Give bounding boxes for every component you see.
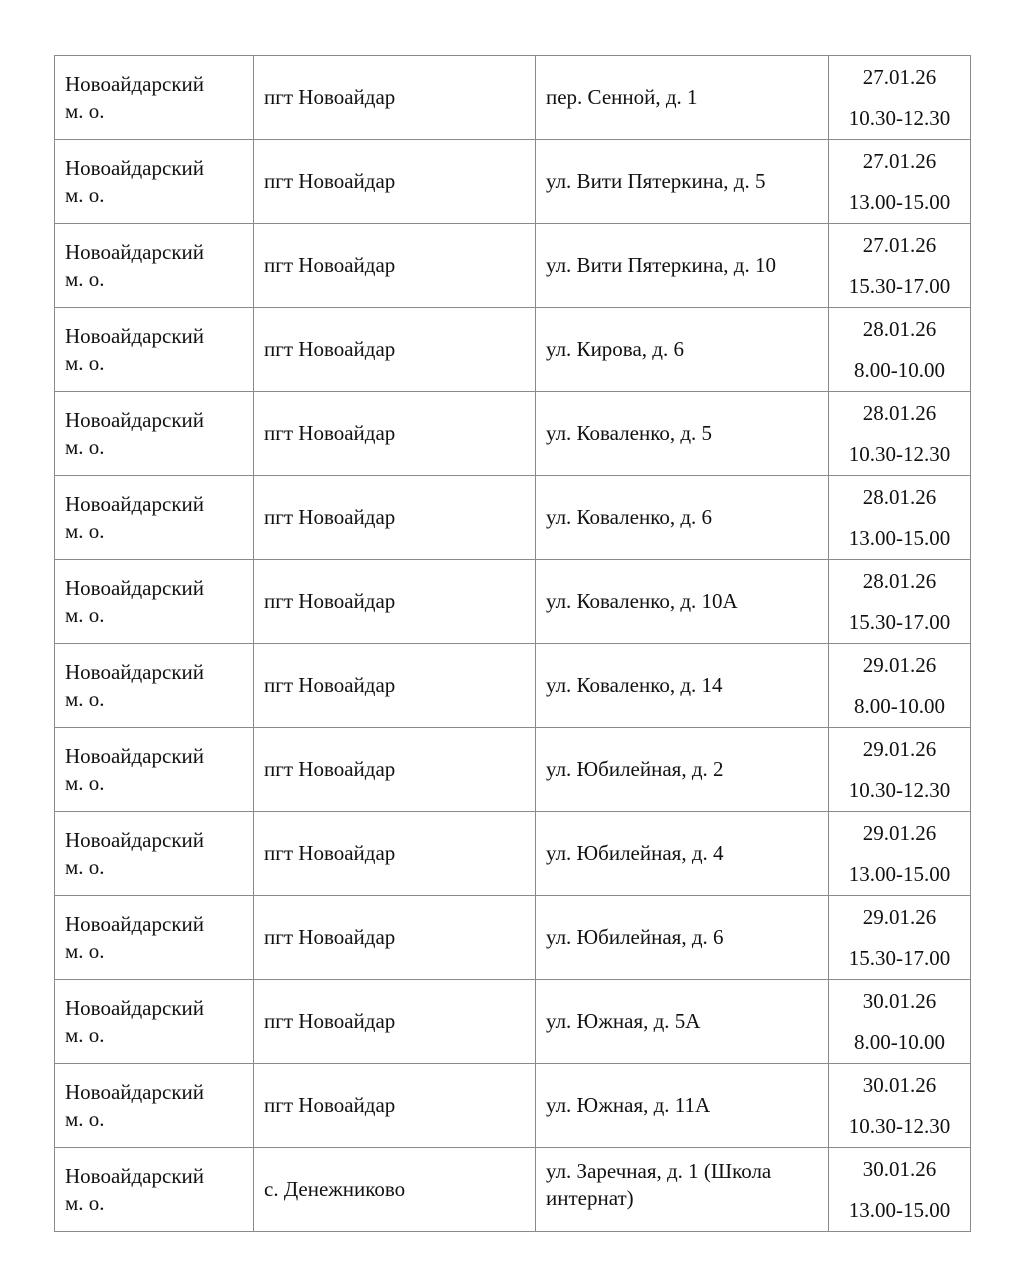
time-text: 10.30-12.30 bbox=[848, 106, 951, 130]
time-text: 8.00-10.00 bbox=[854, 694, 945, 718]
table-row bbox=[55, 56, 971, 140]
datetime-cell bbox=[829, 644, 971, 728]
table-row bbox=[55, 224, 971, 308]
district-name: Новоайдарский bbox=[65, 1079, 205, 1104]
schedule-table bbox=[54, 55, 971, 1232]
address-cell: ул. Коваленко, д. 5 bbox=[536, 392, 829, 476]
date-text: 29.01.26 bbox=[862, 821, 937, 845]
date-text: 30.01.26 bbox=[862, 1157, 937, 1181]
time-text: 15.30-17.00 bbox=[848, 274, 951, 298]
district-cell bbox=[55, 1064, 254, 1148]
address-cell: ул. Вити Пятеркина, д. 5 bbox=[536, 140, 829, 224]
datetime-cell bbox=[829, 56, 971, 140]
settlement-cell: пгт Новоайдар bbox=[254, 140, 536, 224]
district-name: Новоайдарский bbox=[65, 71, 205, 96]
address-cell: ул. Заречная, д. 1 (Школа интернат) bbox=[536, 1148, 829, 1232]
time-text: 10.30-12.30 bbox=[848, 778, 951, 802]
date-text: 27.01.26 bbox=[862, 149, 937, 173]
district-cell bbox=[55, 560, 254, 644]
district-suffix: м. о. bbox=[65, 938, 105, 963]
address-cell: ул. Южная, д. 11А bbox=[536, 1064, 829, 1148]
datetime-cell bbox=[829, 140, 971, 224]
table-row bbox=[55, 644, 971, 728]
date-text: 28.01.26 bbox=[862, 569, 937, 593]
time-text: 13.00-15.00 bbox=[848, 1198, 951, 1222]
district-name: Новоайдарский bbox=[65, 995, 205, 1020]
date-text: 28.01.26 bbox=[862, 401, 937, 425]
district-cell bbox=[55, 308, 254, 392]
district-suffix: м. о. bbox=[65, 854, 105, 879]
datetime-cell bbox=[829, 560, 971, 644]
address-cell: ул. Юбилейная, д. 6 bbox=[536, 896, 829, 980]
datetime-cell bbox=[829, 728, 971, 812]
district-name: Новоайдарский bbox=[65, 659, 205, 684]
time-text: 15.30-17.00 bbox=[848, 610, 951, 634]
table-row bbox=[55, 140, 971, 224]
district-suffix: м. о. bbox=[65, 770, 105, 795]
district-suffix: м. о. bbox=[65, 1022, 105, 1047]
datetime-cell bbox=[829, 1148, 971, 1232]
table-row bbox=[55, 476, 971, 560]
table-row bbox=[55, 392, 971, 476]
district-suffix: м. о. bbox=[65, 1190, 105, 1215]
address-cell: ул. Юбилейная, д. 4 bbox=[536, 812, 829, 896]
table-row bbox=[55, 308, 971, 392]
table-row bbox=[55, 980, 971, 1064]
table-row bbox=[55, 1064, 971, 1148]
district-name: Новоайдарский bbox=[65, 575, 205, 600]
district-cell bbox=[55, 392, 254, 476]
address-cell: ул. Вити Пятеркина, д. 10 bbox=[536, 224, 829, 308]
time-text: 13.00-15.00 bbox=[848, 862, 951, 886]
time-text: 8.00-10.00 bbox=[854, 1030, 945, 1054]
address-cell: ул. Коваленко, д. 14 bbox=[536, 644, 829, 728]
settlement-cell: пгт Новоайдар bbox=[254, 560, 536, 644]
settlement-cell: пгт Новоайдар bbox=[254, 1064, 536, 1148]
district-suffix: м. о. bbox=[65, 1106, 105, 1131]
address-cell: ул. Кирова, д. 6 bbox=[536, 308, 829, 392]
address-cell: пер. Сенной, д. 1 bbox=[536, 56, 829, 140]
time-text: 15.30-17.00 bbox=[848, 946, 951, 970]
table-row bbox=[55, 896, 971, 980]
date-text: 30.01.26 bbox=[862, 1073, 937, 1097]
schedule-body bbox=[55, 56, 971, 1232]
district-suffix: м. о. bbox=[65, 350, 105, 375]
district-cell bbox=[55, 140, 254, 224]
datetime-cell bbox=[829, 476, 971, 560]
district-cell bbox=[55, 896, 254, 980]
datetime-cell bbox=[829, 224, 971, 308]
address-cell: ул. Юбилейная, д. 2 bbox=[536, 728, 829, 812]
district-cell bbox=[55, 1148, 254, 1232]
settlement-cell: пгт Новоайдар bbox=[254, 56, 536, 140]
district-cell bbox=[55, 644, 254, 728]
datetime-cell bbox=[829, 812, 971, 896]
address-cell: ул. Южная, д. 5А bbox=[536, 980, 829, 1064]
district-name: Новоайдарский bbox=[65, 743, 205, 768]
district-cell bbox=[55, 980, 254, 1064]
datetime-cell bbox=[829, 1064, 971, 1148]
datetime-cell bbox=[829, 392, 971, 476]
settlement-cell: пгт Новоайдар bbox=[254, 224, 536, 308]
time-text: 13.00-15.00 bbox=[848, 190, 951, 214]
district-suffix: м. о. bbox=[65, 686, 105, 711]
district-cell bbox=[55, 224, 254, 308]
settlement-cell: пгт Новоайдар bbox=[254, 728, 536, 812]
date-text: 28.01.26 bbox=[862, 485, 937, 509]
datetime-cell bbox=[829, 896, 971, 980]
table-row bbox=[55, 1148, 971, 1232]
date-text: 29.01.26 bbox=[862, 653, 937, 677]
settlement-cell: пгт Новоайдар bbox=[254, 308, 536, 392]
table-row bbox=[55, 812, 971, 896]
district-name: Новоайдарский bbox=[65, 155, 205, 180]
address-cell: ул. Коваленко, д. 10А bbox=[536, 560, 829, 644]
settlement-cell: пгт Новоайдар bbox=[254, 644, 536, 728]
district-name: Новоайдарский bbox=[65, 1163, 205, 1188]
date-text: 28.01.26 bbox=[862, 317, 937, 341]
date-text: 29.01.26 bbox=[862, 905, 937, 929]
district-cell bbox=[55, 728, 254, 812]
settlement-cell: пгт Новоайдар bbox=[254, 980, 536, 1064]
district-name: Новоайдарский bbox=[65, 827, 205, 852]
district-suffix: м. о. bbox=[65, 434, 105, 459]
date-text: 27.01.26 bbox=[862, 233, 937, 257]
district-cell bbox=[55, 56, 254, 140]
date-text: 27.01.26 bbox=[862, 65, 937, 89]
settlement-cell: пгт Новоайдар bbox=[254, 392, 536, 476]
district-suffix: м. о. bbox=[65, 602, 105, 627]
time-text: 10.30-12.30 bbox=[848, 442, 951, 466]
district-name: Новоайдарский bbox=[65, 911, 205, 936]
district-suffix: м. о. bbox=[65, 266, 105, 291]
district-cell bbox=[55, 812, 254, 896]
settlement-cell: пгт Новоайдар bbox=[254, 896, 536, 980]
address-cell: ул. Коваленко, д. 6 bbox=[536, 476, 829, 560]
district-suffix: м. о. bbox=[65, 518, 105, 543]
district-suffix: м. о. bbox=[65, 182, 105, 207]
datetime-cell bbox=[829, 980, 971, 1064]
table-row bbox=[55, 560, 971, 644]
district-name: Новоайдарский bbox=[65, 239, 205, 264]
date-text: 30.01.26 bbox=[862, 989, 937, 1013]
datetime-cell bbox=[829, 308, 971, 392]
settlement-cell: с. Денежниково bbox=[254, 1148, 536, 1232]
district-name: Новоайдарский bbox=[65, 323, 205, 348]
settlement-cell: пгт Новоайдар bbox=[254, 476, 536, 560]
district-name: Новоайдарский bbox=[65, 491, 205, 516]
table-row bbox=[55, 728, 971, 812]
time-text: 8.00-10.00 bbox=[854, 358, 945, 382]
time-text: 10.30-12.30 bbox=[848, 1114, 951, 1138]
date-text: 29.01.26 bbox=[862, 737, 937, 761]
time-text: 13.00-15.00 bbox=[848, 526, 951, 550]
district-suffix: м. о. bbox=[65, 98, 105, 123]
district-cell bbox=[55, 476, 254, 560]
settlement-cell: пгт Новоайдар bbox=[254, 812, 536, 896]
district-name: Новоайдарский bbox=[65, 407, 205, 432]
